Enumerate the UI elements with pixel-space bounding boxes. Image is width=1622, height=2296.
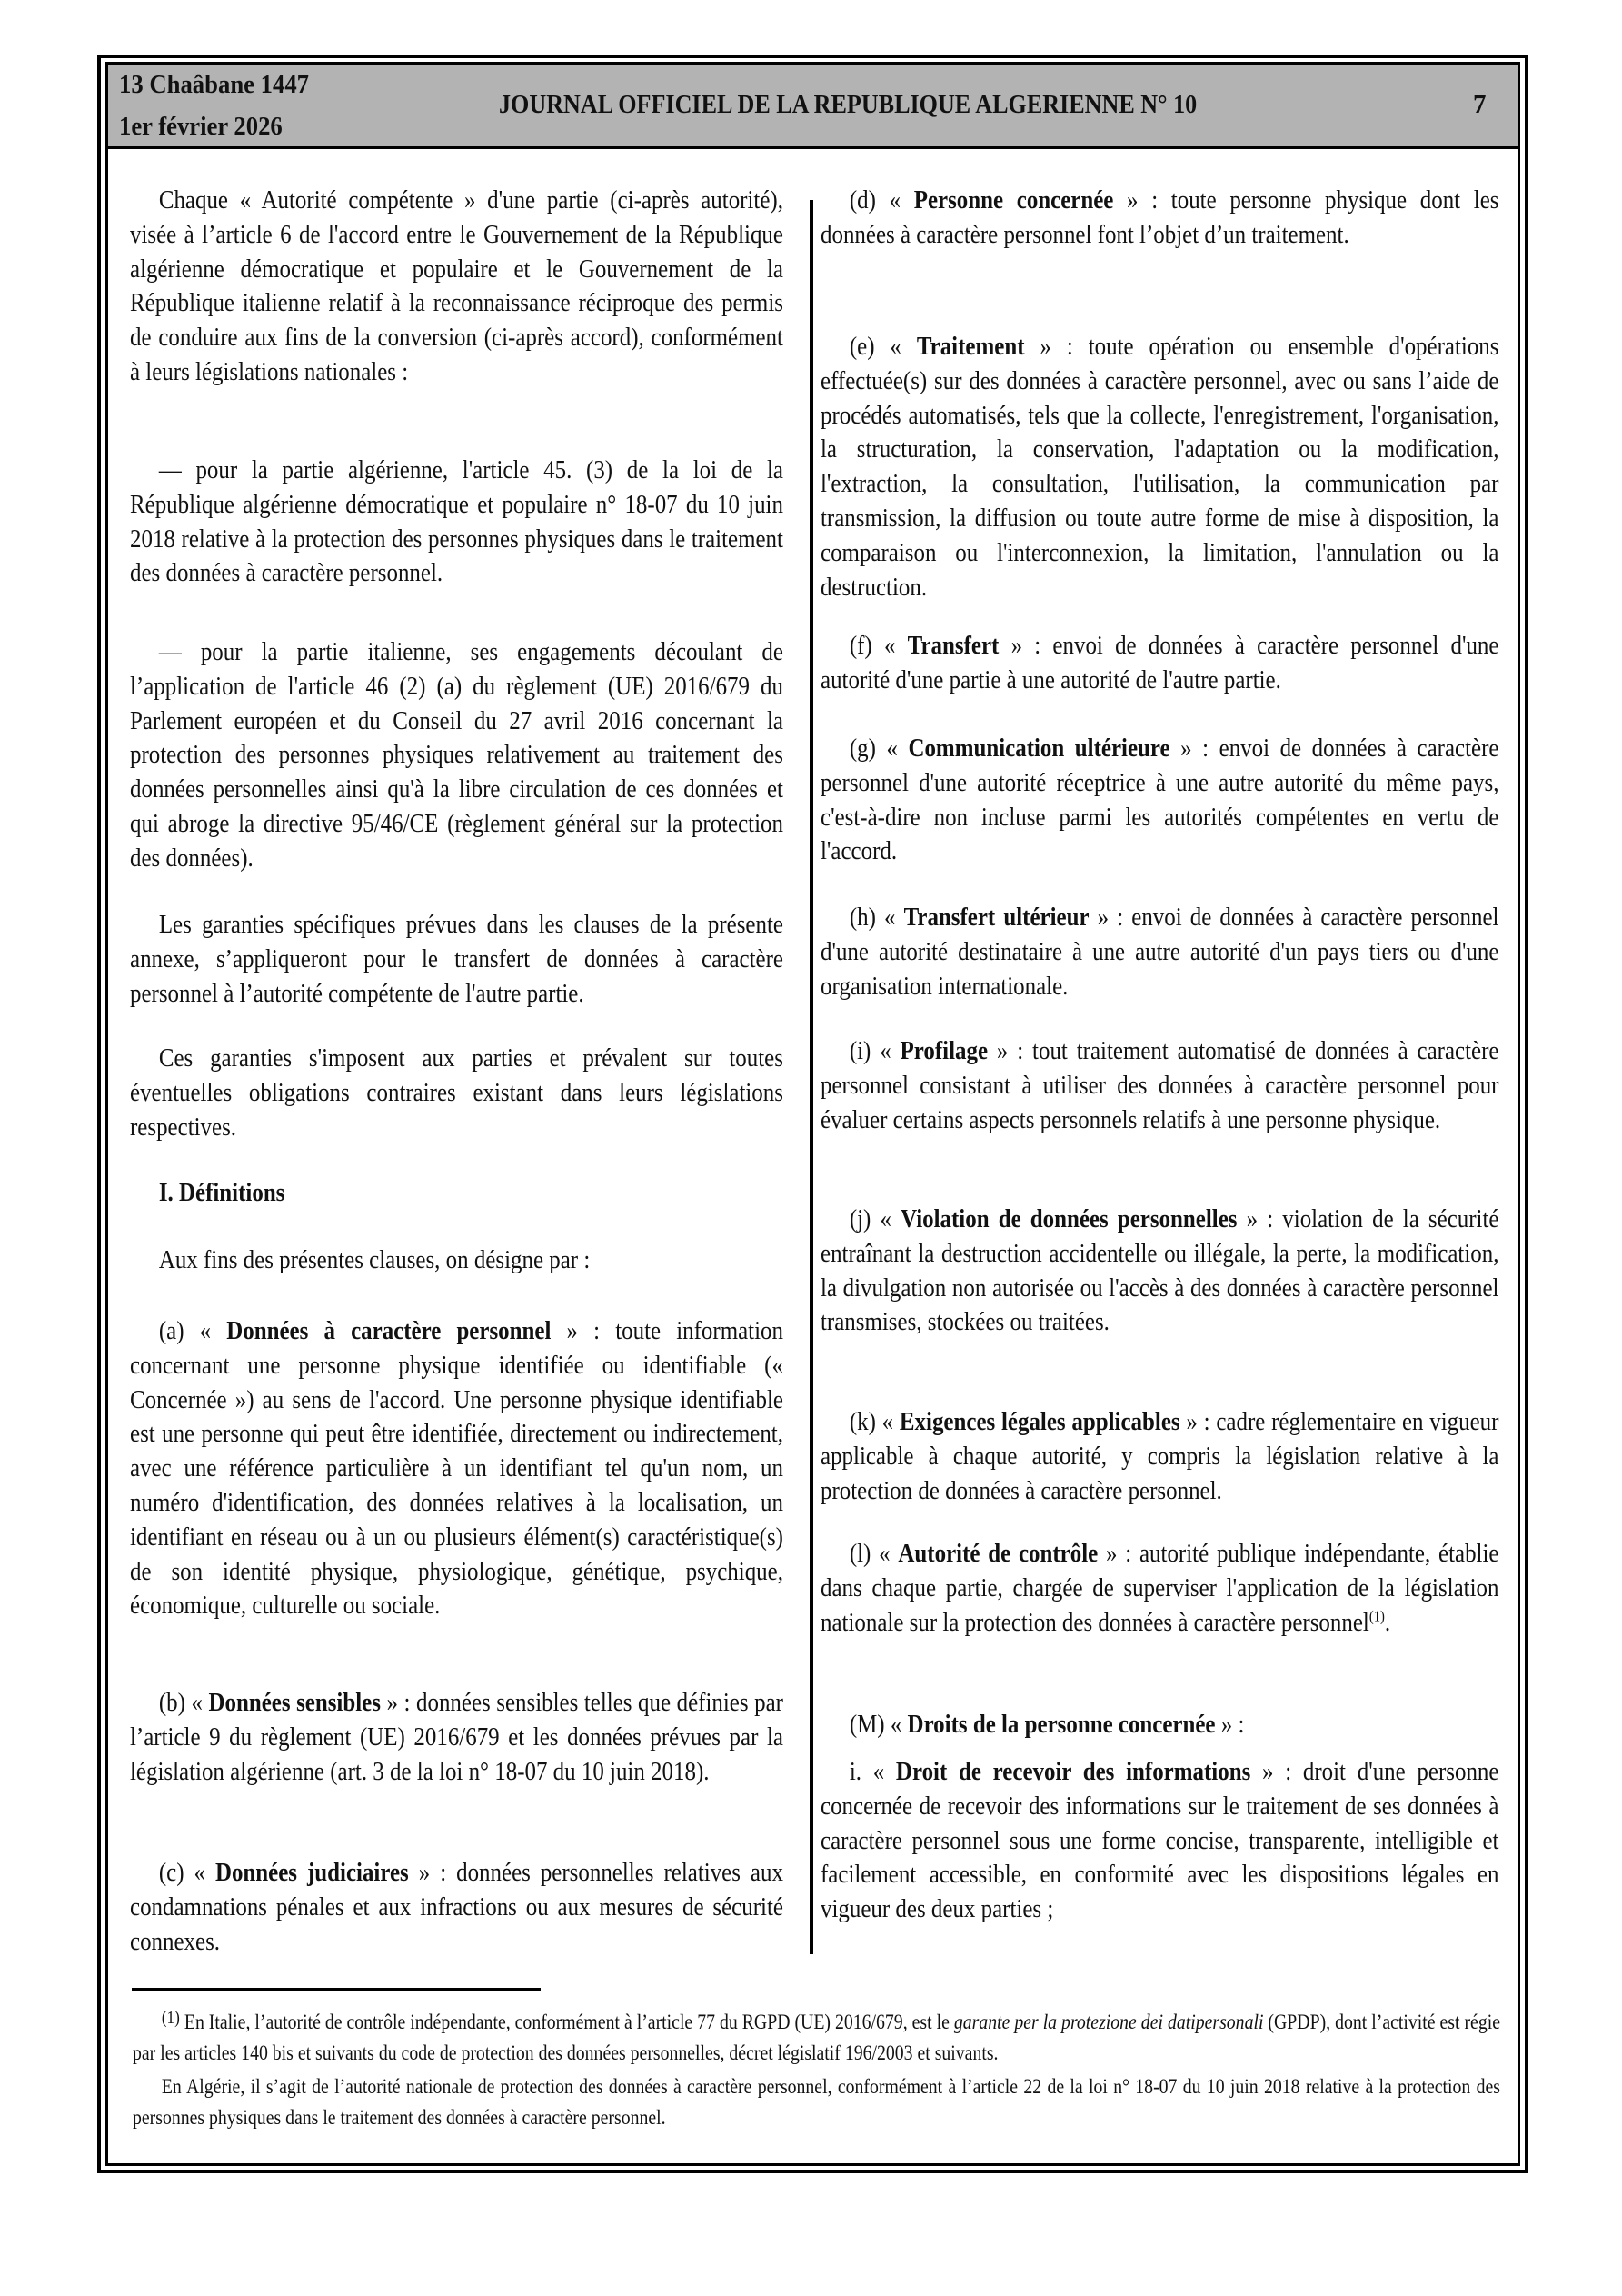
definition-i: (i) « Profilage » : tout traitement automatisé de données à caractère personnel consistant à utiliser des données à caractère personnel pour évaluer certains aspects personnels relatifs à une personne physique. [821, 1036, 1499, 1134]
definition-m: (M) « Droits de la personne concernée » : [849, 1710, 1245, 1739]
footnote-marker: (1) [161, 2008, 180, 2028]
page-header [108, 65, 1518, 149]
definition-term: Données à caractère personnel [226, 1316, 552, 1345]
footnote-reference[interactable]: (1) [1368, 1606, 1385, 1624]
definition-a: (a) « Données à caractère personnel » : toute information concernant une personne physique identifiée ou identifiable (« Concernée ») au sens de l'accord. Une personne physique identifiable est une personne qui peut être identifiée, directement ou indirectement, avec une référence particulière à un identifiant tel qu'un nom, un numéro d'identification, des données relatives à la localisation, un identifiant en réseau ou à un ou plusieurs élément(s) caractéristique(s) de son identité physique, physiologique, génétique, psychique, économique, culturelle ou sociale. [130, 1316, 783, 1621]
header-page-number: 7 [1473, 90, 1487, 119]
definition-h: (h) « Transfert ultérieur » : envoi de données à caractère personnel d'une autorité destinataire à une autre autorité d'un pays tiers ou d'une organisation internationale. [821, 903, 1499, 1001]
definition-term: Communication ultérieure [908, 734, 1170, 763]
definition-term: Profilage [900, 1036, 989, 1065]
definition-c: (c) « Données judiciaires » : données personnelles relatives aux condamnations pénales et aux infractions ou aux mesures de sécurité connexes. [130, 1858, 783, 1956]
definition-g: (g) « Communication ultérieure » : envoi de données à caractère personnel d'une autorité réceptrice à une autre autorité du même pays, c'est-à-dire non incluse parmi les autorités compétentes en vertu de l'accord. [821, 734, 1499, 866]
definition-l: (l) « Autorité de contrôle » : autorité publique indépendante, établie dans chaque partie, chargée de superviser l'application de la législation nationale sur la protection des données à caractère personnel$^{(1)}$. [821, 1539, 1499, 1637]
header-gregorian-date: 1er février 2026 [119, 112, 283, 141]
obligations-paragraph: Ces garanties s'imposent aux parties et prévalent sur toutes éventuelles obligations contraires existant dans leurs législations respectives. [130, 1043, 783, 1142]
definition-b: (b) « Données sensibles » : données sensibles telles que définies par l’article 9 du règlement (UE) 2016/679 et les données prévues par la législation algérienne (art. 3 de la loi n° 18-07 du 10 juin 2018). [130, 1688, 783, 1786]
header-hijri-date: 13 Chaâbane 1447 [119, 70, 310, 99]
column-divider [810, 200, 813, 1954]
definitions-intro: Aux fins des présentes clauses, on désigne par : [158, 1245, 591, 1274]
footnote-1-algeria: En Algérie, il s’agit de l’autorité nationale de protection des données à caractère personnel, conformément à l’article 22 de la loi n° 18-07 du 10 juin 2018 relative à la protection des personnes physiques dans le traitement des données à caractère personnel. [133, 2075, 1500, 2129]
intro-paragraph: Chaque « Autorité compétente » d'une partie (ci-après autorité), visée à l’article 6 de l'accord entre le Gouvernement de la République algérienne démocratique et populaire et le Gouvernement de la République italienne relatif à la reconnaissance réciproque des permis de conduire aux fins de la conversion (ci-après accord), conformément à leurs législations nationales : [130, 185, 783, 386]
definition-term: Personne concernée [913, 185, 1114, 215]
footnote-separator [132, 1988, 541, 1991]
definition-term: Données judiciaires [214, 1858, 409, 1887]
header-journal-title: JOURNAL OFFICIEL DE LA REPUBLIQUE ALGERIENNE N° 10 [499, 90, 1198, 119]
definition-k: (k) « Exigences légales applicables » : cadre réglementaire en vigueur applicable à chaque autorité, y compris la législation relative à la protection de données à caractère personnel. [821, 1407, 1499, 1505]
italian-party-paragraph: — pour la partie italienne, ses engagements découlant de l’application de l'article 46 (2) (a) du règlement (UE) 2016/679 du Parlement européen et du Conseil du 27 avril 2016 concernant la protection des personnes physiques relativement au traitement des données personnelles ainsi qu'à la libre circulation de ces données et qui abroge la directive 95/46/CE (règlement général sur la protection des données). [130, 637, 783, 873]
definition-term: Violation de données personnelles [901, 1204, 1238, 1233]
guarantees-paragraph: Les garanties spécifiques prévues dans les clauses de la présente annexe, s’appliqueront pour le transfert de données à caractère personnel à l’autorité compétente de l'autre partie. [130, 910, 783, 1008]
section-heading: I. Définitions [158, 1178, 285, 1207]
algerian-party-paragraph: — pour la partie algérienne, l'article 45. (3) de la loi de la République algérienne démocratique et populaire n° 18-07 du 10 juin 2018 relative à la protection des personnes physiques dans le traitement des données à caractère personnel. [130, 455, 783, 588]
definition-term: Exigences légales applicables [899, 1407, 1180, 1436]
definition-term: Droits de la personne concernée [907, 1710, 1216, 1739]
footnote-1-italy: (1) En Italie, l’autorité de contrôle indépendante, conformément à l’article 77 du RGPD (UE) 2016/679, est le garante per la protezione dei datipersonali (GPDP), dont l’activité est régie par les articles 140 bis et suivants du code de protection des données personnelles, décret législatif 196/2003 et suivants. [133, 2008, 1500, 2064]
definition-term: Données sensibles [208, 1688, 381, 1717]
definition-term: Traitement [916, 332, 1025, 361]
definition-term: Autorité de contrôle [898, 1539, 1099, 1568]
definition-term: Transfert [907, 631, 1000, 660]
definition-j: (j) « Violation de données personnelles » : violation de la sécurité entraînant la destruction accidentelle ou illégale, la perte, la modification, la divulgation non autorisée ou l'accès à des données à caractère personnel transmises, stockées ou traitées. [821, 1204, 1499, 1337]
definition-term: Transfert ultérieur [903, 903, 1090, 932]
definition-term: Droit de recevoir des informations [895, 1757, 1251, 1786]
definition-f: (f) « Transfert » : envoi de données à caractère personnel d'une autorité d'une partie à une autorité de l'autre partie. [821, 631, 1499, 694]
definition-e: (e) « Traitement » : toute opération ou ensemble d'opérations effectuée(s) sur des données à caractère personnel, avec ou sans l’aide de procédés automatisés, tels que la collecte, l'enregistrement, l'organisation, la structuration, la conservation, l'adaptation ou la modification, l'extraction, la consultation, l'utilisation, la communication par transmission, la diffusion ou toute autre forme de mise à disposition, la comparaison ou l'interconnexion, la limitation, l'annulation ou la destruction. [821, 332, 1499, 602]
definition-d: (d) « Personne concernée » : toute personne physique dont les données à caractère personnel font l’objet d’un traitement. [821, 185, 1499, 249]
definition-m-i: i. « Droit de recevoir des informations » : droit d'une personne concernée de recevoir des informations sur le traitement de ses données à caractère personnel sous une forme concise, transparente, intelligible et facilement accessible, en conformité avec les dispositions légales en vigueur des deux parties ; [821, 1757, 1499, 1924]
